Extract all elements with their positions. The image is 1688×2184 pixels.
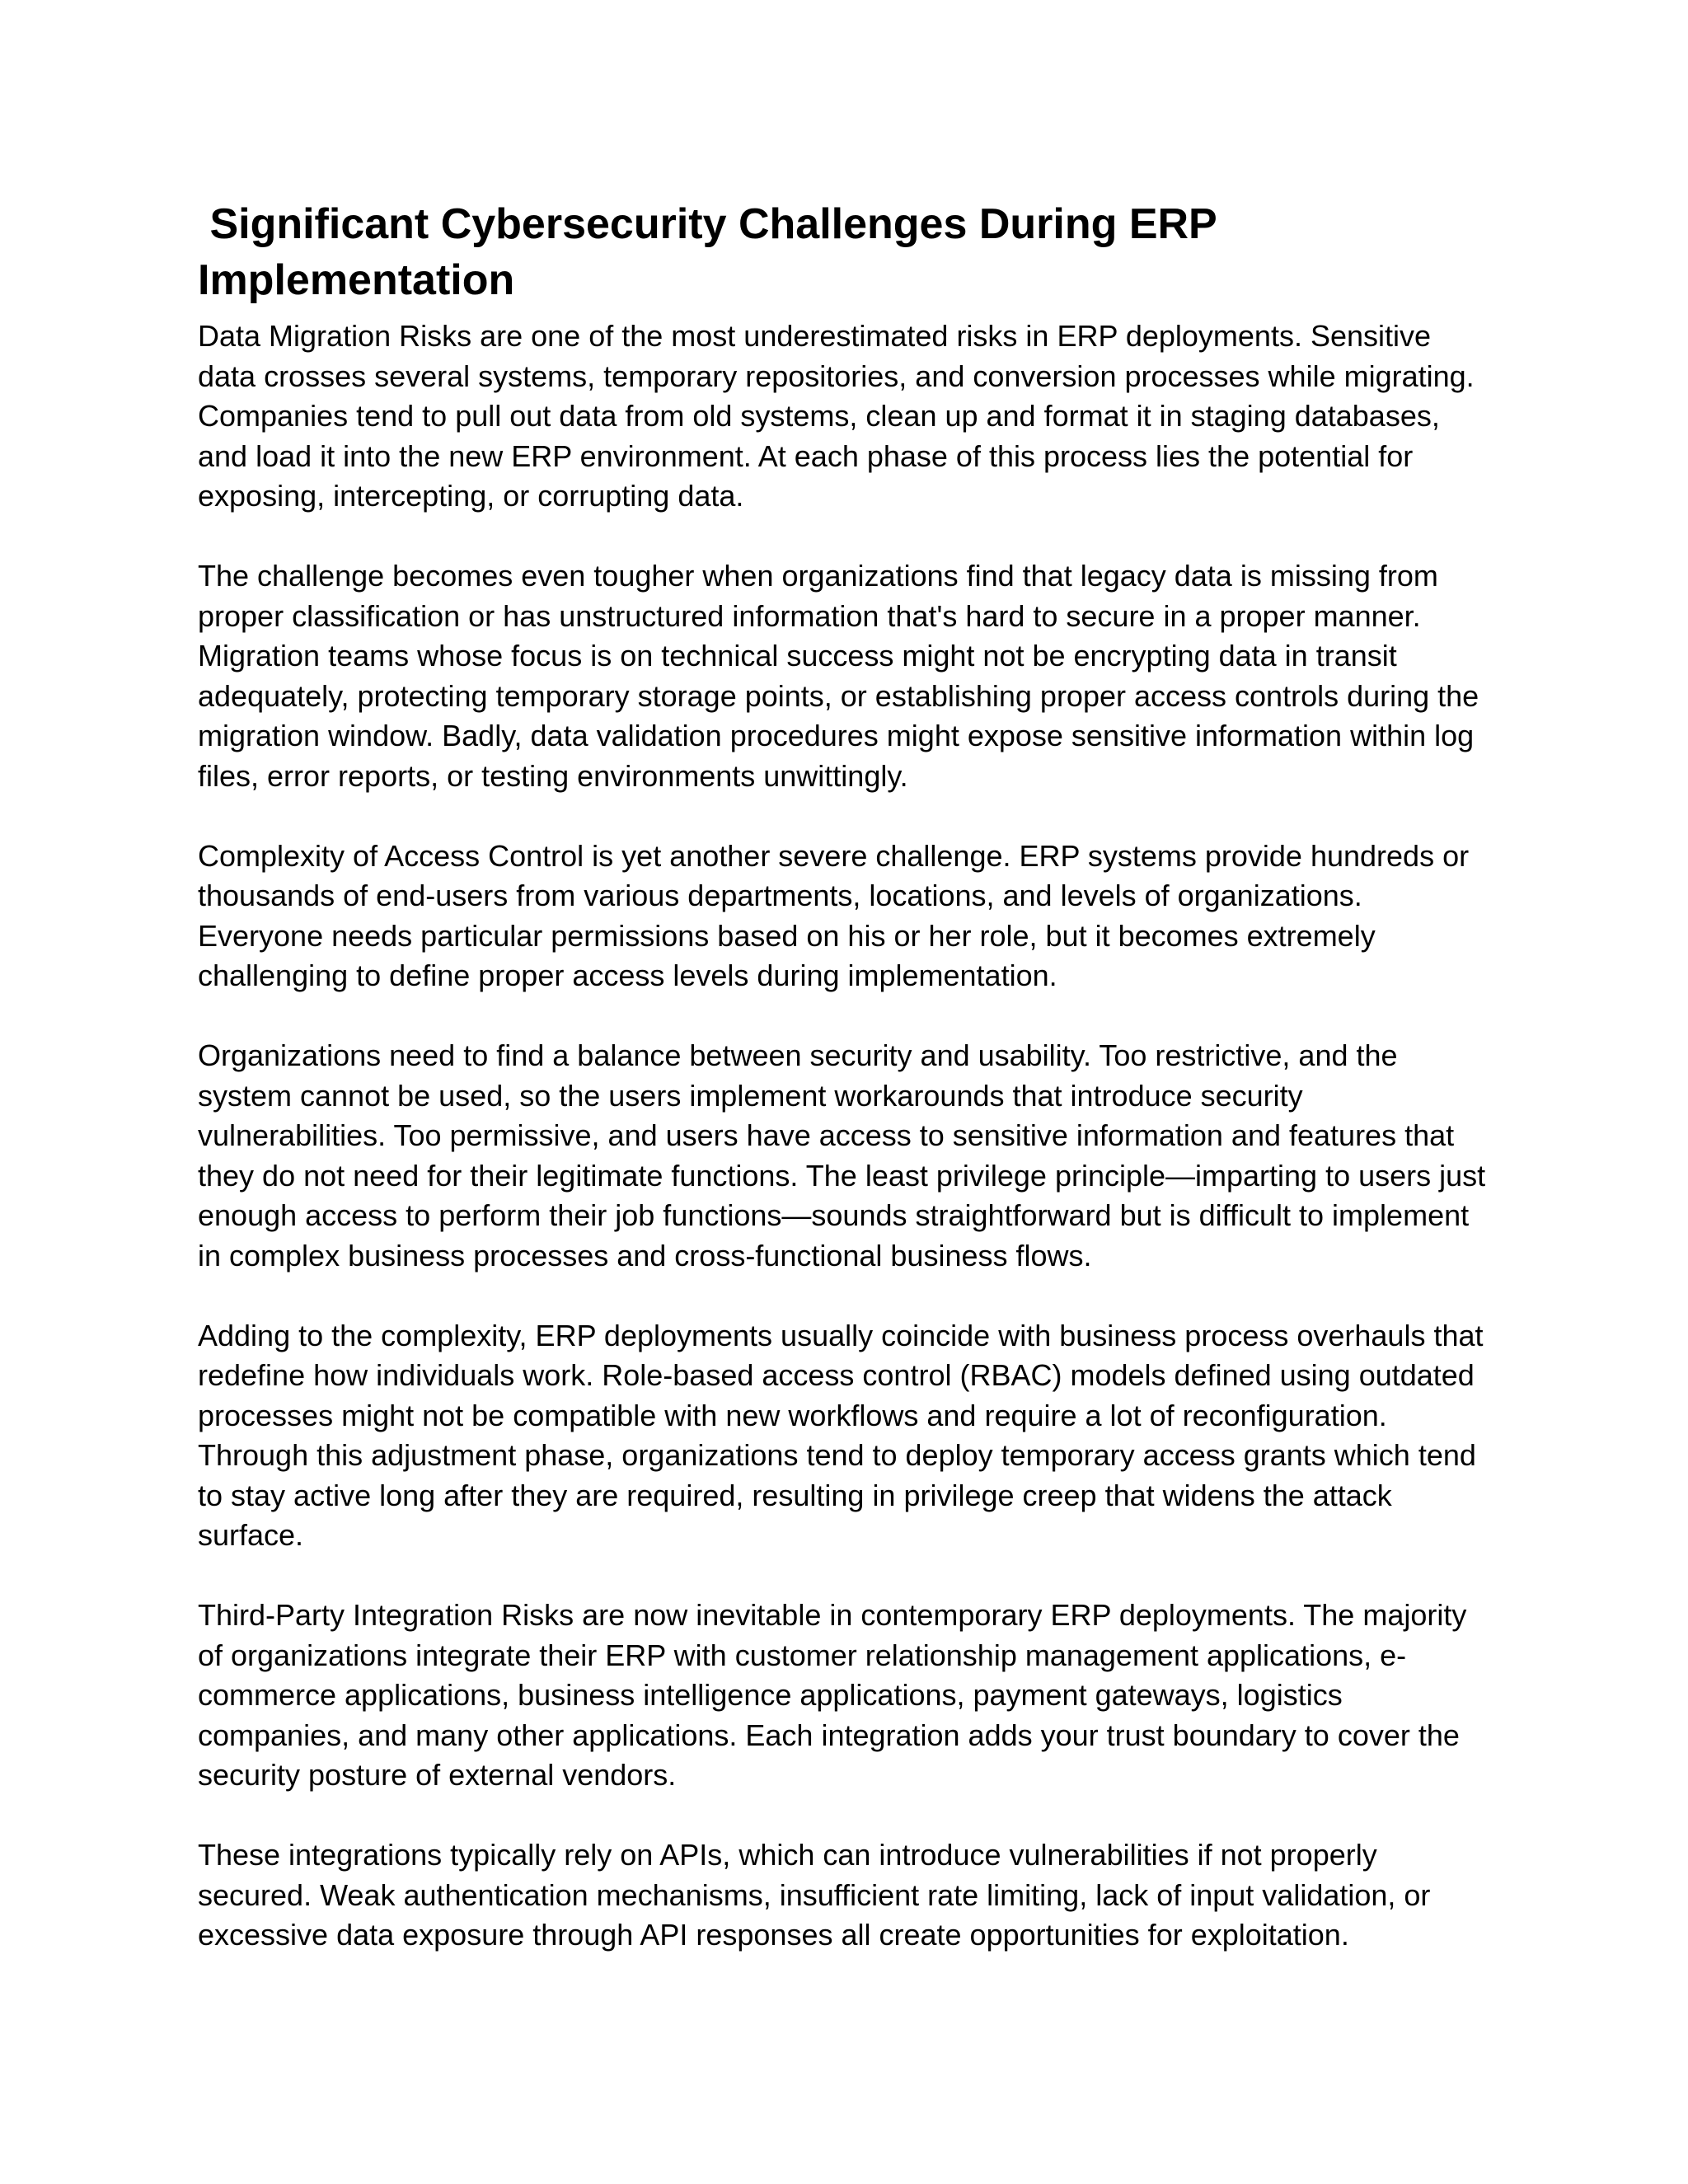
document-title: Significant Cybersecurity Challenges During ERP Implementation (198, 200, 1229, 304)
paragraph-access-control-complexity: Complexity of Access Control is yet another severe challenge. ERP systems provide hundreds or thousands of end-users from various departments, locations, and levels of organizations. Everyone needs particular permissions based on his or her role, but it becomes extremely challenging to define proper access levels during implementation. (198, 838, 1470, 992)
paragraph-process-overhauls: Adding to the complexity, ERP deployments usually coincide with business process overhauls that redefine how individuals work. Role-based access control (RBAC) models defined using outdated processes might not be compatible with new workflows and require a lot of reconfiguration. Through this adjustment phase, organizations tend to deploy temporary access grants which tend to stay active long after they are required, resulting in privilege creep that widens the attack surface. (198, 1318, 1484, 1552)
paragraph-security-usability-balance: Organizations need to find a balance between security and usability. Too restrictive, and the system cannot be used, so the users implement workarounds that introduce security vulnerabilities. Too permissive, and users have access to sensitive information and features that they do not need for their legitimate functions. The least privilege principle—imparting to users just enough access to perform their job functions—sounds straightforward but is difficult to implement in complex business processes and cross-functional business flows. (198, 1038, 1486, 1272)
paragraph-api-vulnerabilities: These integrations typically rely on APIs, which can introduce vulnerabilities if not properly secured. Weak authentication mechanisms, insufficient rate limiting, lack of input validation, or excessive data exposure through API responses all create opportunities for exploitation. (198, 1838, 1431, 1952)
paragraph-legacy-data-challenge: The challenge becomes even tougher when organizations find that legacy data is missing from proper classification or has unstructured information that's hard to secure in a proper manner. Migration teams whose focus is on technical success might not be encrypting data in transit adequately, protecting temporary storage points, or establishing proper access controls during the migration window. Badly, data validation procedures might expose sensitive information within log files, error reports, or testing environments unwittingly. (198, 559, 1479, 793)
paragraph-third-party-integration-risks: Third-Party Integration Risks are now inevitable in contemporary ERP deployments. The majority of organizations integrate their ERP with customer relationship management applications, e-commerce applications, business intelligence applications, payment gateways, logistics companies, and many other applications. Each integration adds your trust boundary to cover the security posture of external vendors. (198, 1598, 1467, 1792)
paragraph-data-migration-risks: Data Migration Risks are one of the most underestimated risks in ERP deployments. Sensitive data crosses several systems, temporary repositories, and conversion processes while migrating. Companies tend to pull out data from old systems, clean up and format it in staging databases, and load it into the new ERP environment. At each phase of this process lies the potential for exposing, intercepting, or corrupting data. (198, 319, 1475, 513)
document-body (198, 196, 1492, 1956)
